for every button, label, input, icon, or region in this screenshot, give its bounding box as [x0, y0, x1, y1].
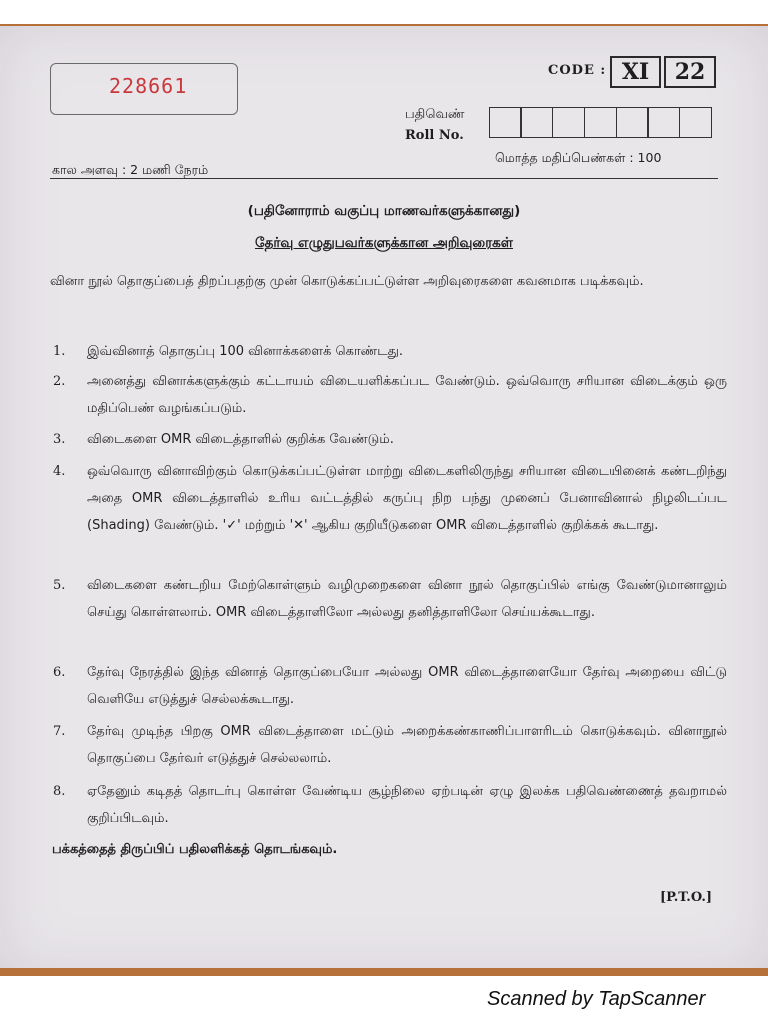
instruction-text: தேர்வு நேரத்தில் இந்த வினாத் தொகுப்பையோ அல்லது OMR விடைத்தாளையோ தேர்வு அறையை விட்டு வெளியே எடுத்துச் செல்லக்கூடாது.: [87, 665, 727, 707]
instruction-number: 5.: [53, 578, 66, 593]
serial-number-box: [50, 63, 238, 115]
instruction-number: 3.: [53, 432, 66, 447]
instruction-text: தேர்வு முடிந்த பிறகு OMR விடைத்தாளை மட்டும் அறைக்கண்காணிப்பாளரிடம் கொடுக்கவும். வினாநூல் தொகுப்பை தேர்வர் எடுத்துச் செல்லலாம்.: [87, 724, 727, 766]
roll-number-box[interactable]: [584, 107, 617, 138]
serial-number: 228661: [109, 74, 188, 98]
instruction-text: ஒவ்வொரு வினாவிற்கும் கொடுக்கப்பட்டுள்ள மாற்று விடைகளிலிருந்து சரியான விடையினைக் கண்டறிந்து அதை OMR விடைத்தாளில் உரிய வட்டத்தில் கருப்பு நிற பந்து முனைப் பேனாவினால் நிழலிடப்பட (Shading) வேண்டும். '✓' மற்றும் '✕' ஆகிய குறியீடுகளை OMR விடைத்தாளில் குறிக்கக் கூடாது.: [87, 464, 727, 533]
roll-number-box[interactable]: [520, 107, 553, 138]
instruction-number: 8.: [53, 784, 66, 799]
roll-number-boxes: [490, 107, 712, 138]
sub-heading: (பதினோராம் வகுப்பு மாணவர்களுக்கானது): [247, 203, 521, 219]
roll-number-box[interactable]: [616, 107, 649, 138]
instruction-number: 6.: [53, 665, 66, 680]
roll-number-box[interactable]: [647, 107, 680, 138]
total-marks: மொத்த மதிப்பெண்கள் : 100: [495, 150, 662, 165]
scanner-watermark: Scanned by TapScanner: [487, 988, 706, 1010]
intro-text: வினா நூல் தொகுப்பைத் திறப்பதற்கு முன் கொடுக்கப்பட்டுள்ள அறிவுரைகளை கவனமாக படிக்கவும்.: [50, 274, 644, 289]
instruction-text: இவ்வினாத் தொகுப்பு 100 வினாக்களைக் கொண்டது.: [87, 344, 403, 359]
pto-marker: [P.T.O.]: [660, 890, 713, 905]
roll-number-box[interactable]: [489, 107, 522, 138]
roll-label-tamil: பதிவெண்: [405, 107, 465, 122]
instruction-text: விடைகளை கண்டறிய மேற்கொள்ளும் வழிமுறைகளை வினா நூல் தொகுப்பில் எங்கு வேண்டுமானாலும் செய்து கொள்ளலாம். OMR விடைத்தாளிலோ அல்லது தனித்தாளிலோ செய்யக்கூடாது.: [87, 578, 727, 620]
instruction-text: ஏதேனும் கடிதத் தொடர்பு கொள்ள வேண்டிய சூழ்நிலை ஏற்படின் ஏழு இலக்க பதிவெண்ணைத் தவறாமல் குறிப்பிடவும்.: [87, 784, 727, 826]
instruction-number: 7.: [53, 724, 66, 739]
closing-instruction: பக்கத்தைத் திருப்பிப் பதிலளிக்கத் தொடங்கவும்.: [52, 842, 338, 857]
instruction-number: 4.: [53, 464, 66, 479]
instructions-heading: தேர்வு எழுதுபவர்களுக்கான அறிவுரைகள்: [254, 235, 513, 251]
instruction-number: 2.: [53, 374, 66, 389]
code-number-box: 22: [664, 56, 716, 88]
roll-number-box[interactable]: [552, 107, 585, 138]
instruction-number: 1.: [53, 344, 66, 359]
paper-bottom-edge: [0, 968, 768, 976]
header-divider: [50, 178, 718, 179]
instruction-text: அனைத்து வினாக்களுக்கும் கட்டாயம் விடையளிக்கப்பட வேண்டும். ஒவ்வொரு சரியான விடைக்கும் ஒரு மதிப்பெண் வழங்கப்படும்.: [87, 374, 727, 416]
code-label: CODE :: [548, 63, 607, 78]
roll-label-english: Roll No.: [405, 128, 464, 143]
instruction-text: விடைகளை OMR விடைத்தாளில் குறிக்க வேண்டும்.: [87, 432, 394, 447]
roll-number-box[interactable]: [679, 107, 712, 138]
code-class-box: XI: [610, 56, 661, 88]
exam-duration: கால அளவு : 2 மணி நேரம்: [52, 162, 209, 177]
